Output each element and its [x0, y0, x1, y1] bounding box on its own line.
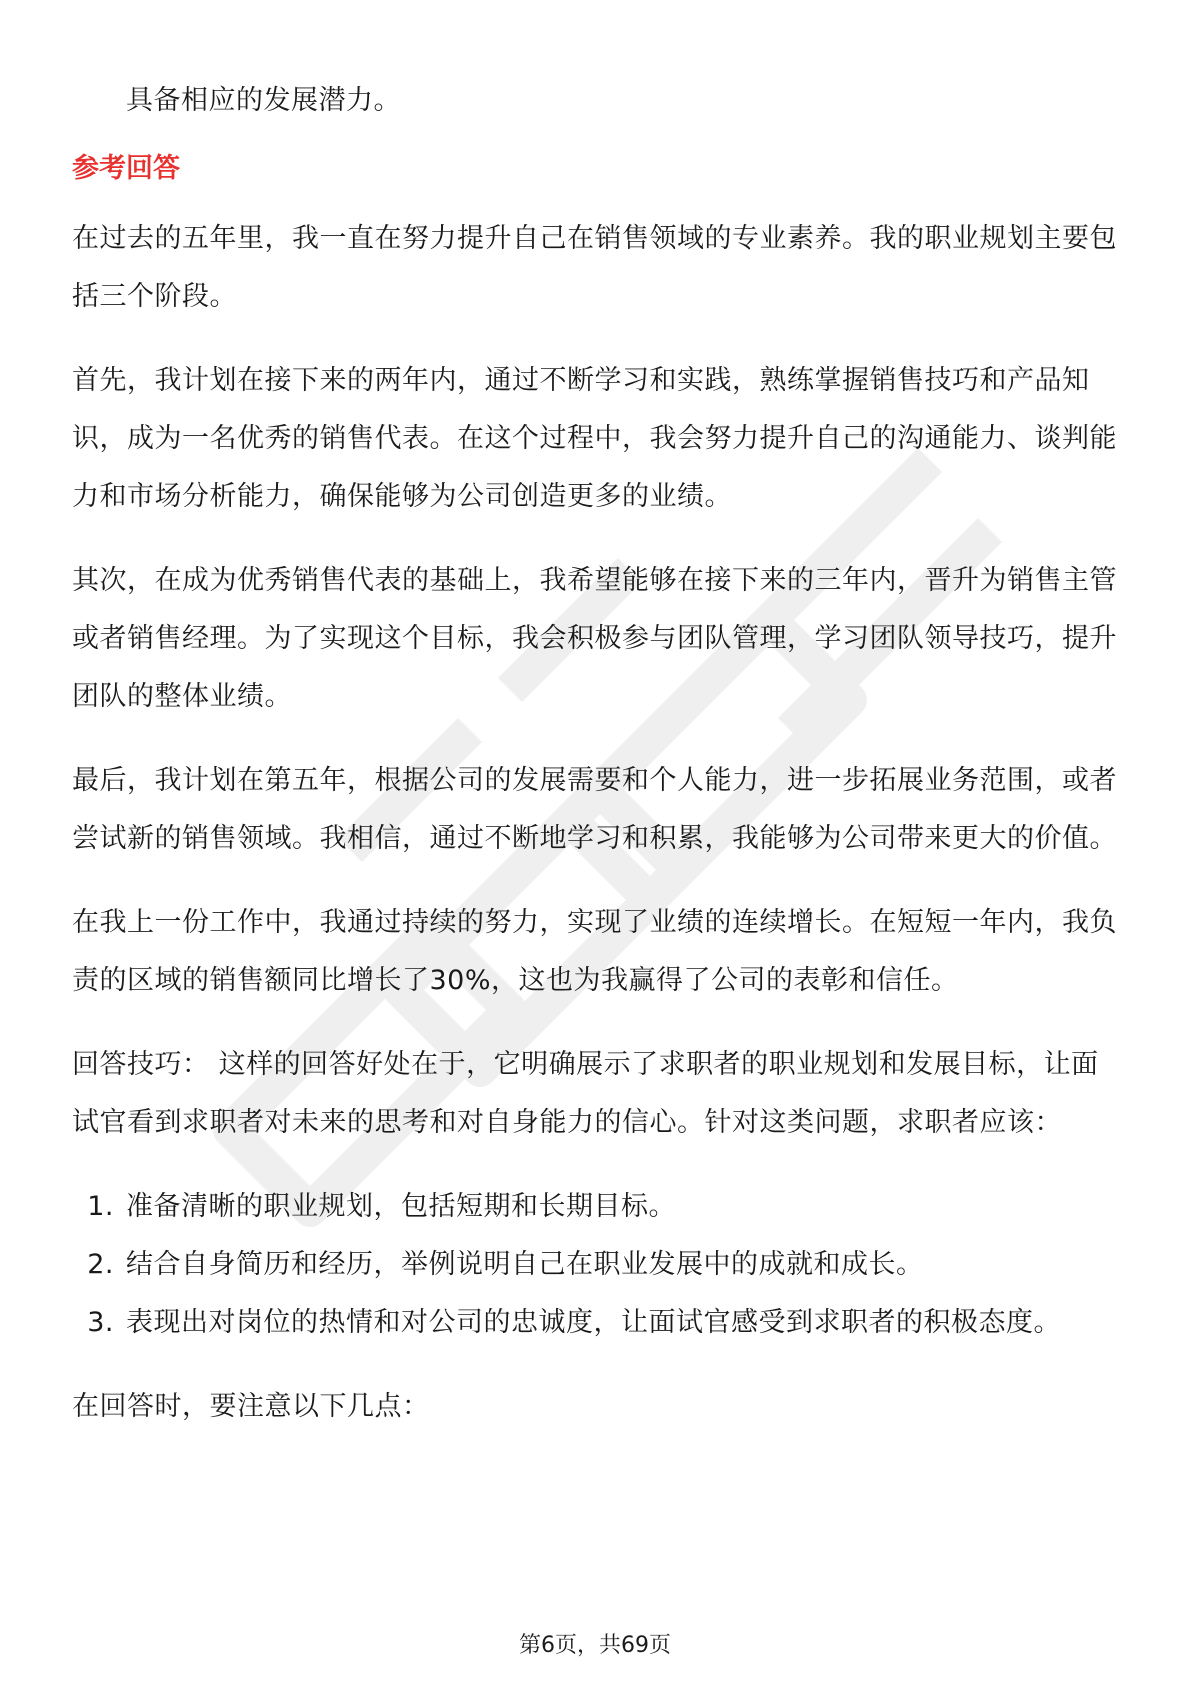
section-heading: 参考回答	[72, 153, 180, 184]
paragraph-intro: 在过去的五年里，我一直在努力提升自己在销售领域的专业素养。我的职业规划主要包括三个阶段。	[72, 223, 1117, 312]
page-footer: 第6页，共69页	[519, 1633, 671, 1658]
list-item	[72, 1294, 1118, 1352]
paragraph-tips: 回答技巧： 这样的回答好处在于，它明确展示了求职者的职业规划和发展目标，让面试官看到求职者对未来的思考和对自身能力的信心。针对这类问题，求职者应该：	[72, 1049, 1099, 1138]
list-item	[72, 1178, 1118, 1236]
list-number: 3.	[87, 1307, 114, 1338]
list-number: 1.	[87, 1191, 114, 1222]
paragraph-first-stage: 首先，我计划在接下来的两年内，通过不断学习和实践，熟练掌握销售技巧和产品知识，成为一名优秀的销售代表。在这个过程中，我会努力提升自己的沟通能力、谈判能力和市场分析能力，确保能够为公司创造更多的业绩。	[72, 365, 1117, 512]
list-text: 表现出对岗位的热情和对公司的忠诚度，让面试官感受到求职者的积极态度。	[126, 1307, 1061, 1338]
closing-line: 在回答时，要注意以下几点：	[72, 1391, 430, 1422]
paragraph-final-stage: 最后，我计划在第五年，根据公司的发展需要和个人能力，进一步拓展业务范围，或者尝试新的销售领域。我相信，通过不断地学习和积累，我能够为公司带来更大的价值。	[72, 765, 1117, 854]
paragraph-second-stage: 其次，在成为优秀销售代表的基础上，我希望能够在接下来的三年内，晋升为销售主管或者销售经理。为了实现这个目标，我会积极参与团队管理，学习团队领导技巧，提升团队的整体业绩。	[72, 565, 1117, 712]
tips-list	[72, 1178, 1118, 1352]
list-number: 2.	[87, 1249, 114, 1280]
list-text: 结合自身简历和经历，举例说明自己在职业发展中的成就和成长。	[126, 1249, 924, 1280]
main-content	[72, 72, 1118, 1436]
paragraph-achievement: 在我上一份工作中，我通过持续的努力，实现了业绩的连续增长。在短短一年内，我负责的区域的销售额同比增长了30%，这也为我赢得了公司的表彰和信任。	[72, 907, 1117, 996]
list-item	[72, 1236, 1118, 1294]
lead-line: 具备相应的发展潜力。	[126, 85, 401, 116]
list-text: 准备清晰的职业规划，包括短期和长期目标。	[126, 1191, 676, 1222]
